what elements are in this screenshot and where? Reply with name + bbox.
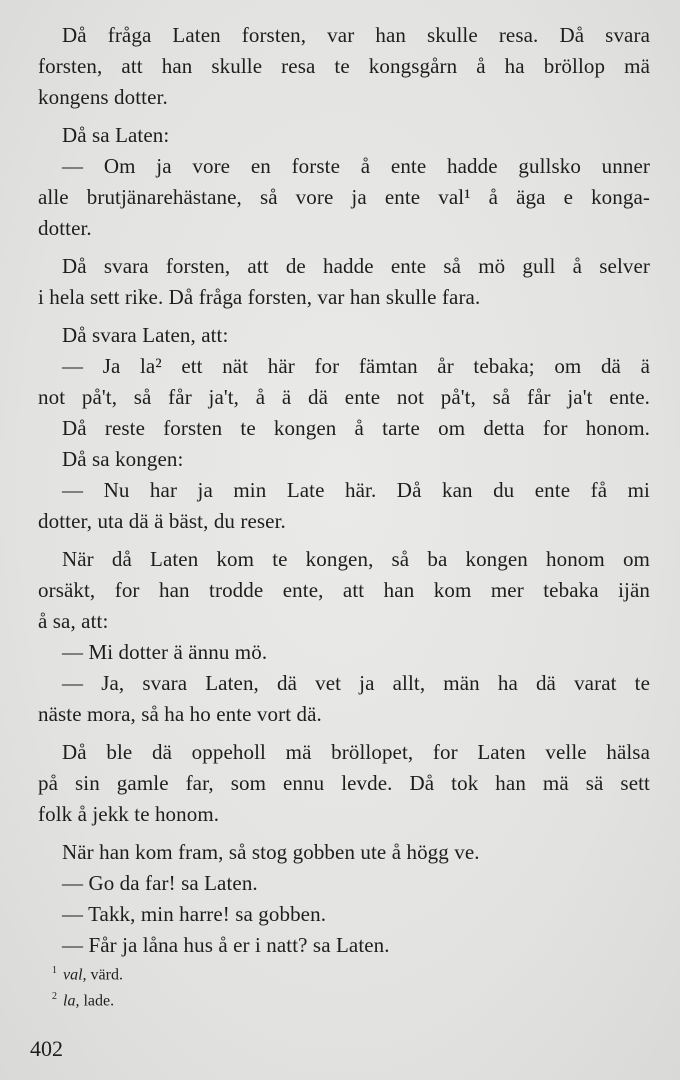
- footnote: [52, 986, 123, 1012]
- footnote-gloss: lade.: [83, 992, 115, 1010]
- text-line: — Mi dotter ä ännu mö.: [62, 640, 268, 664]
- text-line: — Om ja vore en forste å ente hadde gullsko unner: [62, 154, 650, 178]
- footnote-term: val,: [63, 966, 87, 984]
- text-line: dotter, uta dä ä bäst, du reser.: [38, 509, 286, 533]
- footnotes: [52, 960, 123, 1013]
- footnote-gloss: värd.: [90, 966, 123, 984]
- paragraph: [38, 837, 650, 961]
- text-line: — Får ja låna hus å er i natt? sa Laten.: [62, 933, 390, 957]
- footnote-mark: 1: [52, 965, 57, 976]
- text-line: på sin gamle far, som ennu levde. Då tok han mä sä sett: [38, 771, 650, 795]
- footnote-mark: 2: [52, 991, 57, 1003]
- text-line: Då reste forsten te kongen å tarte om detta for honom.: [62, 416, 650, 440]
- text-line: — Ja, svara Laten, dä vet ja allt, män ha dä varat te: [62, 671, 650, 695]
- text-line: När då Laten kom te kongen, så ba kongen honom om: [62, 547, 650, 571]
- footnote-term: la,: [63, 992, 80, 1010]
- text-line: folk å jekk te honom.: [38, 802, 220, 826]
- paragraph: [38, 320, 650, 537]
- text-line: not på't, så får ja't, å ä dä ente not på't, så får ja't ente.: [38, 385, 650, 409]
- text-line: Då svara Laten, att:: [62, 323, 229, 347]
- text-line: dotter.: [38, 216, 92, 240]
- paragraph: [38, 251, 650, 313]
- text-line: i hela sett rike. Då fråga forsten, var han skulle fara.: [38, 285, 481, 309]
- text-line: Då sa kongen:: [62, 447, 184, 471]
- text-line: forsten, att han skulle resa te kongsgårn å ha bröllop mä: [38, 54, 650, 78]
- text-line: Då fråga Laten forsten, var han skulle resa. Då svara: [62, 23, 650, 47]
- footnote: [52, 960, 123, 986]
- paragraph: [38, 737, 650, 830]
- paragraph: [38, 120, 650, 244]
- text-line: När han kom fram, så stog gobben ute å högg ve.: [62, 840, 480, 864]
- text-line: — Takk, min harre! sa gobben.: [62, 902, 327, 926]
- text-line: — Go da far! sa Laten.: [62, 871, 258, 895]
- page-body: [38, 20, 650, 968]
- paragraph: [38, 544, 650, 730]
- text-line: — Nu har ja min Late här. Då kan du ente få mi: [62, 478, 650, 502]
- text-line: å sa, att:: [38, 609, 109, 633]
- text-line: näste mora, så ha ho ente vort dä.: [38, 702, 322, 726]
- page-number: 402: [30, 1036, 63, 1061]
- paragraph: [38, 20, 650, 113]
- text-line: Då ble dä oppeholl mä bröllopet, for Laten velle hälsa: [62, 740, 650, 764]
- text-line: — Ja la² ett nät här for fämtan år tebaka; om dä ä: [62, 354, 650, 378]
- text-line: Då svara forsten, att de hadde ente så mö gull å selver: [62, 254, 650, 278]
- text-line: kongens dotter.: [38, 85, 168, 109]
- text-line: Då sa Laten:: [62, 123, 170, 147]
- text-line: alle brutjänarehästane, så vore ja ente val¹ å äga e konga-: [38, 185, 650, 209]
- text-line: orsäkt, for han trodde ente, att han kom mer tebaka ijän: [38, 578, 650, 602]
